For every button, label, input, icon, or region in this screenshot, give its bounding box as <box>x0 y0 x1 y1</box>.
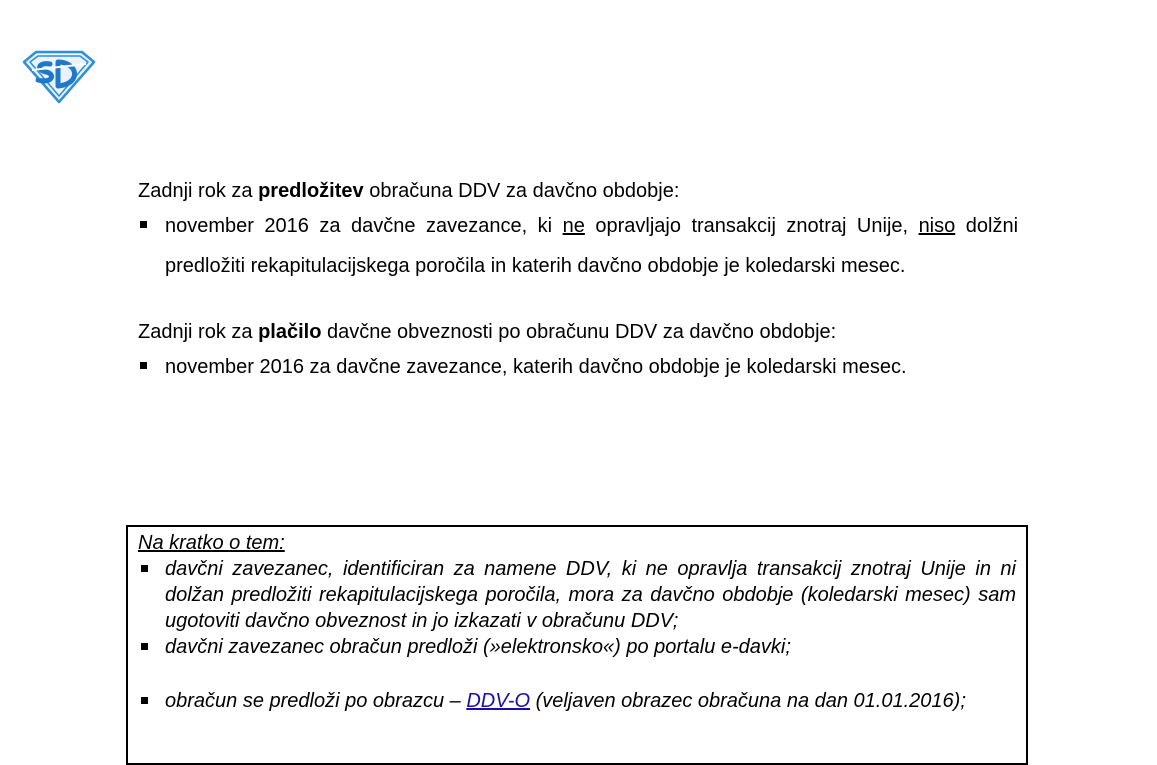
summary-list <box>138 556 1016 714</box>
list-item: davčni zavezanec, identificiran za namene DDV, ki ne opravlja transakcij znotraj Unije in ni dolžan predložiti rekapitulacijskega poročila, mora za davčno obdobje (koledarski mesec) sam ugotoviti davčno obveznost in jo izkazati v obračunu DDV; <box>138 556 1016 634</box>
payment-bullets <box>138 347 1018 387</box>
square-bullet-icon <box>141 697 148 704</box>
document-body <box>138 176 1018 387</box>
keyword-submission: predložitev <box>258 180 364 202</box>
keyword-payment: plačilo <box>258 321 322 343</box>
summary-title: Na kratko o tem: <box>138 532 285 554</box>
list-item: obračun se predloži po obrazcu – DDV-O (veljaven obrazec obračuna na dan 01.01.2016); <box>138 688 1016 714</box>
payment-deadline-intro: Zadnji rok za plačilo davčne obveznosti po obračunu DDV za davčno obdobje: <box>138 321 837 343</box>
summary-box <box>126 525 1028 765</box>
ddv-o-form-link[interactable]: DDV-O <box>466 690 531 712</box>
square-bullet-icon <box>141 565 148 572</box>
company-logo <box>22 48 96 104</box>
shield-logo-icon <box>22 48 96 104</box>
square-bullet-icon <box>140 362 147 369</box>
list-item: november 2016 za davčne zavezance, ki ne opravljajo transakcij znotraj Unije, niso dolžni predložiti rekapitulacijskega poročila in katerih davčno obdobje je koledarski mesec. <box>138 206 1018 286</box>
square-bullet-icon <box>141 643 148 650</box>
square-bullet-icon <box>140 221 147 228</box>
payment-submission-deadline-intro: Zadnji rok za predložitev obračuna DDV za davčno obdobje: <box>138 180 680 202</box>
list-item: davčni zavezanec obračun predloži (»elektronsko«) po portalu e-davki; <box>138 634 1016 660</box>
submission-bullets <box>138 206 1018 286</box>
list-item: november 2016 za davčne zavezance, katerih davčno obdobje je koledarski mesec. <box>138 347 1018 387</box>
